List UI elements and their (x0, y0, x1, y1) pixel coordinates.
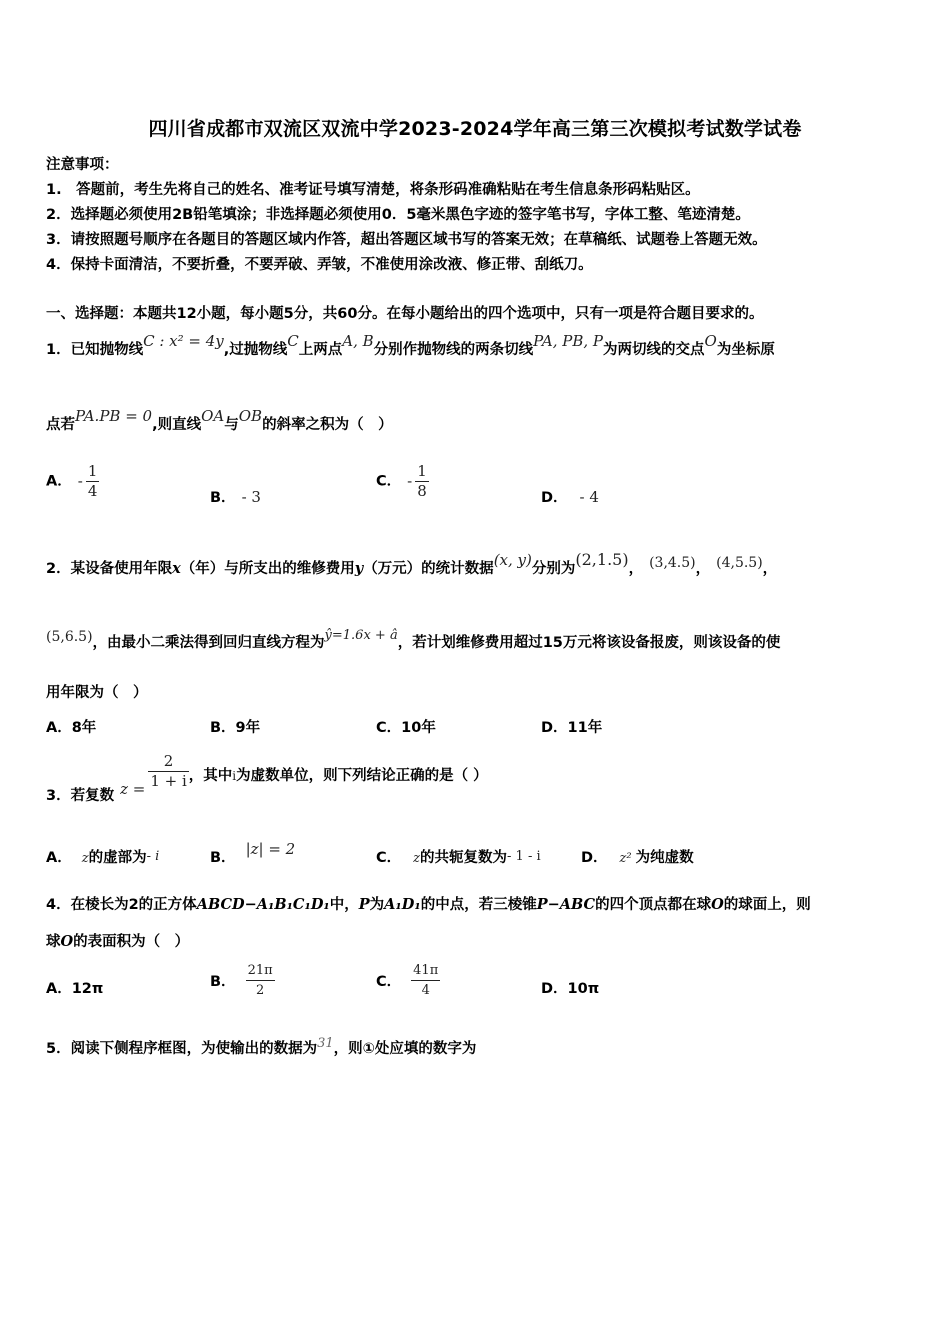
q4-text: 中， (329, 897, 359, 913)
q1-points-ab: A, B (342, 332, 374, 350)
q2-text: （万元）的统计数据 (363, 561, 494, 577)
option-sign: - (407, 471, 413, 490)
option-label: B． (210, 973, 236, 990)
q2-option-d[interactable]: D．11年 (541, 720, 603, 736)
q2-text: 分别为 (531, 561, 576, 577)
option-label: C． (376, 473, 402, 490)
q2-point-4: (5,6.5) (46, 629, 93, 645)
q1-option-b[interactable] (210, 486, 261, 507)
denominator: 4 (87, 482, 98, 500)
q1-option-d[interactable] (541, 486, 599, 507)
q4-option-d[interactable]: D．10π (541, 981, 600, 997)
q4-text: 的表面积为（ ） (73, 934, 190, 950)
q1-text: 点若 (46, 417, 75, 433)
option-math: z (413, 851, 421, 866)
question-3-line-1 (46, 752, 488, 804)
q1-text: ,过抛物线 (223, 342, 288, 358)
notice-item-3: 3．请按照题号顺序在各题目的答题区域内作答，超出答题区域书写的答案无效；在草稿纸、试题卷上答题无效。 (46, 232, 767, 248)
option-fraction (246, 961, 275, 1000)
q1-origin: O (704, 332, 717, 350)
q1-text: ,则直线 (152, 417, 202, 433)
q3-text: 为虚数单位，则下列结论正确的是（ ） (236, 767, 488, 784)
q2-regression-eq: ŷ=1.6x + â (324, 628, 398, 643)
q2-option-b[interactable]: B．9年 (210, 720, 261, 736)
section-heading: 一、选择题：本题共12小题，每小题5分，共60分。在每小题给出的四个选项中，只有一项是符合题目要求的。 (46, 306, 764, 322)
option-sign: - (77, 471, 83, 490)
denominator: 8 (417, 482, 427, 500)
option-fraction (86, 462, 100, 501)
q1-text: 1．已知抛物线 (46, 342, 144, 358)
q2-text: 2．某设备使用年限 (46, 561, 173, 577)
q2-text: ，若计划维修费用超过15万元将该设备报废，则该设备的使 (397, 635, 781, 651)
q5-text: ，则①处应填的数字为 (333, 1041, 477, 1057)
option-value: - 1 - i (507, 849, 541, 864)
option-label: D． (541, 490, 568, 506)
q2-var-x: x (172, 560, 181, 577)
question-1-line-1 (46, 332, 775, 359)
q4-cube: ABCD−A₁B₁C₁D₁ (196, 896, 330, 913)
q4-text: 的球面上，则 (723, 897, 811, 913)
option-math: |z| = 2 (245, 840, 296, 858)
q1-option-c[interactable] (376, 462, 429, 501)
q2-text: ，由最小二乘法得到回归直线方程为 (92, 635, 325, 651)
option-text: 为纯虚数 (635, 850, 694, 866)
question-1-line-2 (46, 407, 393, 434)
q1-tangents: PA, PB, P (533, 332, 604, 350)
q3-option-c[interactable] (376, 846, 541, 867)
option-value: - 3 (241, 488, 261, 506)
option-label: A． (46, 850, 72, 866)
q4-sphere-o: O (711, 896, 724, 913)
q3-option-a[interactable] (46, 846, 159, 867)
q1-text: 上两点 (298, 342, 343, 358)
q2-text: （年）与所支出的维修费用 (180, 561, 355, 577)
q3-z: z = (120, 779, 146, 798)
question-5-line-1 (46, 1037, 476, 1058)
page-title: 四川省成都市双流区双流中学2023-2024学年高三第三次模拟考试数学试卷 (148, 118, 802, 140)
q2-point-1: (2,1.5) (575, 550, 629, 569)
q4-sphere-o: O (60, 933, 74, 950)
numerator: 2 (148, 752, 188, 772)
option-label: B． (210, 490, 236, 506)
q2-option-a[interactable]: A．8年 (46, 720, 97, 736)
q4-option-a[interactable]: A．12π (46, 981, 104, 997)
q1-option-a[interactable] (46, 462, 99, 501)
notice-heading: 注意事项： (46, 157, 119, 173)
q1-text: 为两切线的交点 (603, 342, 705, 358)
denominator: 1 + i (150, 772, 187, 790)
option-math: z² (619, 851, 632, 866)
option-label: A． (46, 473, 72, 490)
q3-text: ，其中 (188, 767, 233, 784)
question-2-line-3: 用年限为（ ） (46, 685, 148, 701)
q3-text: 3．若复数 (46, 787, 115, 804)
q1-parabola-eq: C : x² = 4y (143, 332, 224, 350)
notice-item-4: 4．保持卡面清洁，不要折叠，不要弄破、弄皱，不准使用涂改液、修正带、刮纸刀。 (46, 257, 593, 273)
q4-pyramid: P−ABC (536, 896, 596, 913)
notice-item-1: 1. 答题前，考生先将自己的姓名、准考证号填写清楚，将条形码准确粘贴在考生信息条形码粘贴区。 (46, 182, 700, 198)
q4-edge: A₁D₁ (384, 896, 421, 913)
option-value: - i (146, 849, 160, 864)
q3-option-d[interactable] (581, 846, 694, 867)
q1-text: 为坐标原 (716, 342, 775, 358)
question-4-line-1 (46, 893, 811, 914)
q2-sep: ， (762, 561, 778, 577)
q5-output-value: 31 (317, 1036, 334, 1051)
option-fraction (415, 462, 429, 501)
numerator: 21π (246, 961, 275, 981)
q2-point-3: (4,5.5) (716, 555, 763, 571)
q4-option-c[interactable] (376, 961, 440, 1000)
q5-text: 5．阅读下侧程序框图，为使输出的数据为 (46, 1041, 318, 1057)
q2-sep: ， (628, 561, 644, 577)
q4-text: 为 (369, 897, 385, 913)
option-value: - 4 (579, 488, 599, 506)
numerator: 41π (411, 961, 440, 981)
q2-option-c[interactable]: C．10年 (376, 720, 436, 736)
option-fraction (411, 961, 440, 1000)
q3-fraction (148, 752, 188, 791)
q4-text: 的中点，若三棱锥 (420, 897, 537, 913)
q2-point-2: (3,4.5) (649, 555, 696, 571)
q2-var-y: y (354, 560, 364, 577)
notice-item-2: 2．选择题必须使用2B铅笔填涂；非选择题必须使用0．5毫米黑色字迹的签字笔书写，字体工整、笔迹清楚。 (46, 207, 750, 223)
q4-option-b[interactable] (210, 961, 275, 1000)
option-label: D． (581, 850, 608, 866)
q4-text: 4．在棱长为2的正方体 (46, 897, 197, 913)
q4-text: 球 (46, 934, 61, 950)
q1-text: 分别作抛物线的两条切线 (373, 342, 534, 358)
q1-line-ob: OB (238, 407, 263, 425)
q1-text: 与 (224, 417, 239, 433)
q4-text: 的四个顶点都在球 (595, 897, 712, 913)
q1-dot-product: PA.PB = 0 (75, 407, 153, 425)
q2-sep: ， (695, 561, 711, 577)
q1-curve-c: C (287, 332, 299, 350)
option-label: B． (210, 850, 236, 866)
option-label: C． (376, 850, 402, 866)
option-math: z (81, 851, 89, 866)
question-2-line-2 (46, 628, 781, 652)
option-text: 的共轭复数为 (420, 850, 508, 866)
q3-imag-unit: i (232, 768, 237, 783)
denominator: 2 (255, 983, 265, 998)
option-label: C． (376, 973, 402, 990)
q1-line-oa: OA (201, 407, 225, 425)
q3-option-b[interactable] (210, 840, 296, 867)
q1-text: 的斜率之积为（ ） (262, 417, 393, 433)
numerator: 1 (417, 462, 427, 480)
q2-data-pair: (x, y) (493, 551, 532, 569)
option-text: 的虚部为 (88, 850, 147, 866)
question-4-line-2 (46, 930, 189, 951)
question-2-line-1 (46, 550, 778, 578)
q4-point-p: P (358, 896, 370, 913)
denominator: 4 (421, 983, 430, 998)
numerator: 1 (87, 462, 98, 480)
